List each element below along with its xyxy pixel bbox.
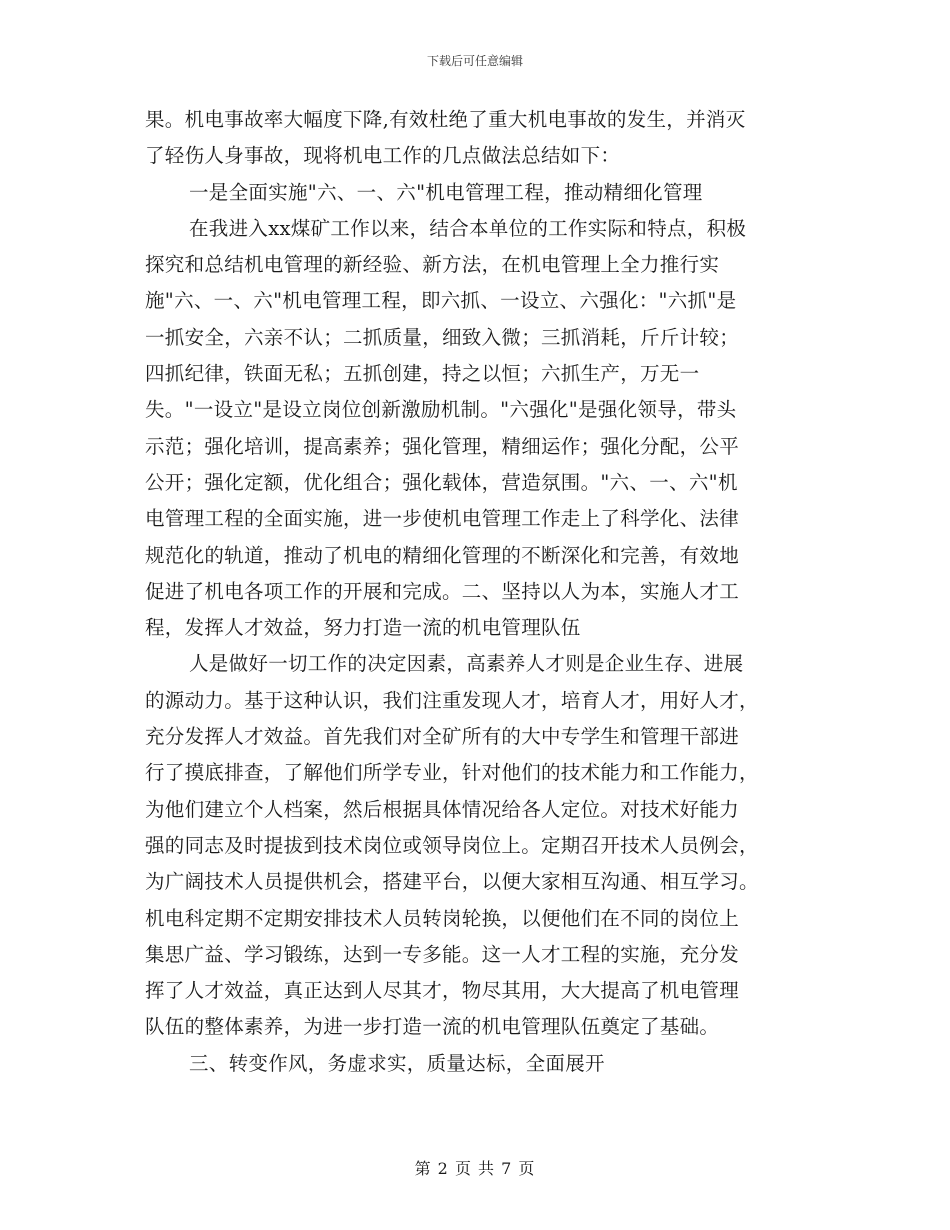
- text-line: 探究和总结机电管理的新经验、新方法，在机电管理上全力推行实: [145, 253, 720, 277]
- text-line: 四抓纪律，铁面无私；五抓创建，持之以恒；六抓生产，万无一: [145, 362, 700, 386]
- text-line: 示范；强化培训，提高素养；强化管理，精细运作；强化分配，公平: [145, 434, 740, 458]
- section-heading: 三、转变作风，务虚求实，质量达标，全面展开: [189, 1051, 605, 1075]
- page-number: 第 2 页 共 7 页: [414, 1159, 536, 1178]
- text-line: 行了摸底排查，了解他们所学专业，针对他们的技术能力和工作能力，: [145, 761, 759, 785]
- page-header: 下载后可任意编辑: [426, 54, 523, 68]
- section-heading: 一是全面实施"六、一、六"机电管理工程，推动精细化管理: [189, 180, 703, 204]
- text-line: 为他们建立个人档案，然后根据具体情况给各人定位。对技术好能力: [145, 797, 740, 821]
- text-line: 电管理工程的全面实施，进一步使机电管理工作走上了科学化、法律: [145, 507, 740, 531]
- text-line: 强的同志及时提拔到技术岗位或领导岗位上。定期召开技术人员例会，: [145, 833, 759, 857]
- text-line: 程，发挥人才效益，努力打造一流的机电管理队伍: [145, 616, 581, 640]
- paragraph-start: 人是做好一切工作的决定因素，高素养人才则是企业生存、进展: [189, 652, 744, 676]
- text-line: 了轻伤人身事故，现将机电工作的几点做法总结如下：: [145, 144, 621, 168]
- text-line: 公开；强化定额，优化组合；强化载体，营造氛围。"六、一、六"机: [145, 470, 738, 494]
- document-body: [145, 102, 795, 1082]
- text-line: 果。机电事故率大幅度下降,有效杜绝了重大机电事故的发生，并消灭: [145, 108, 746, 131]
- text-line: 促进了机电各项工作的开展和完成。二、坚持以人为本，实施人才工: [145, 579, 740, 603]
- text-line: 集思广益、学习锻练，达到一专多能。这一人才工程的实施，充分发: [145, 942, 740, 966]
- text-line: 规范化的轨道，推动了机电的精细化管理的不断深化和完善，有效地: [145, 543, 740, 567]
- text-line: 施"六、一、六"机电管理工程，即六抓、一设立、六强化："六抓"是: [145, 289, 737, 313]
- paragraph-start: 在我进入xx煤矿工作以来，结合本单位的工作实际和特点，积极: [189, 216, 747, 240]
- text-line: 挥了人才效益，真正达到人尽其才，物尽其用，大大提高了机电管理: [145, 979, 740, 1003]
- text-line: 为广阔技术人员提供机会，搭建平台，以便大家相互沟通、相互学习。: [145, 870, 759, 894]
- text-line: 充分发挥人才效益。首先我们对全矿所有的大中专学生和管理干部进: [145, 725, 740, 749]
- text-line: 一抓安全，六亲不认；二抓质量，细致入微；三抓消耗，斤斤计较；: [145, 325, 740, 349]
- text-line: 失。"一设立"是设立岗位创新激励机制。"六强化"是强化领导，带头: [145, 398, 737, 422]
- text-line: 队伍的整体素养，为进一步打造一流的机电管理队伍奠定了基础。: [145, 1015, 720, 1039]
- text-line: 机电科定期不定期安排技术人员转岗轮换，以便他们在不同的岗位上: [145, 906, 740, 930]
- text-line: 的源动力。基于这种认识，我们注重发现人才，培育人才，用好人才，: [145, 688, 759, 712]
